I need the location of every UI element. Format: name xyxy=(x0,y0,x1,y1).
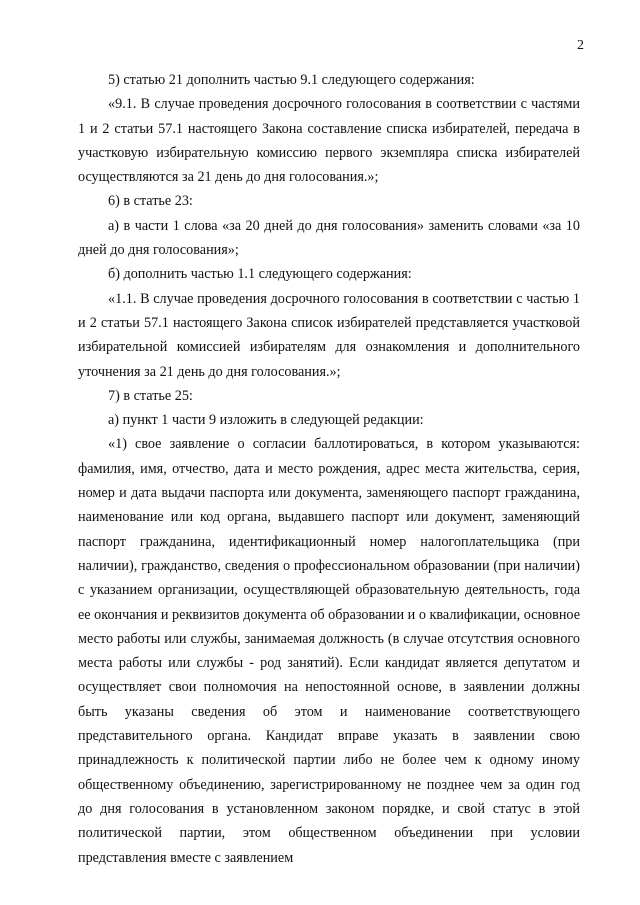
paragraph-article-23: 6) в статье 23: xyxy=(108,193,193,210)
paragraph-23-part-1: а) в части 1 слова «за 20 дней до дня голосования» заменить словами «за 10 дней до дня голосования»; xyxy=(78,217,580,259)
page-number: 2 xyxy=(577,38,584,53)
document-body xyxy=(78,68,580,870)
paragraph-part-1-1: «1.1. В случае проведения досрочного голосования в соответствии с частью 1 и 2 статьи 57.1 настоящего Закона список избирателей представляется участковой избирательной комиссией избирателям для ознакомления и дополнительного уточнения за 21 день до дня голосования.»; xyxy=(78,290,580,380)
paragraph-part-9-1: «9.1. В случае проведения досрочного голосования в соответствии с частями 1 и 2 статьи 57.1 настоящего Закона составление списка избирателей, передача в участковую избирательную комиссию первого экземпляра списка избирателей осуществляются за 21 день до дня голосования.»; xyxy=(78,96,580,186)
paragraph-25-part-9: а) пункт 1 части 9 изложить в следующей редакции: xyxy=(108,412,424,429)
paragraph-25-item-1: «1) свое заявление о согласии баллотироваться, в котором указываются: фамилия, имя, отчество, дата и место рождения, адрес места жительства, серия, номер и дата выдачи паспорта или документа, заменяющего паспорт гражданина, наименование или код органа, выдавшего паспорт или документ, заменяющий паспорт гражданина, идентификационный номер налогоплательщика (при наличии), гражданство, сведения о профессиональном образовании (при наличии) с указанием организации, осуществляющей образовательную деятельность, года ее окончания и реквизитов документа об образовании и о квалификации, основное место работы или службы, занимаемая должность (в случае отсутствия основного места работы или службы - род занятий). Если кандидат является депутатом и осуществляет свои полномочия на непостоянной основе, в заявлении должны быть указаны сведения об этом и наименование соответствующего представительного органа. Кандидат вправе указать в заявлении свою принадлежность к политической партии либо не более чем к одному иному общественному объединению, зарегистрированному не позднее чем за один год до дня голосования в установленном законом порядке, и свой статус в этой политической партии, этом общественном объединении при условии представления вместе с заявлением xyxy=(78,436,580,866)
paragraph-23-add-1-1: б) дополнить частью 1.1 следующего содержания: xyxy=(108,266,412,283)
paragraph-article-25: 7) в статье 25: xyxy=(108,387,193,404)
paragraph-article-21: 5) статью 21 дополнить частью 9.1 следующего содержания: xyxy=(108,72,475,88)
